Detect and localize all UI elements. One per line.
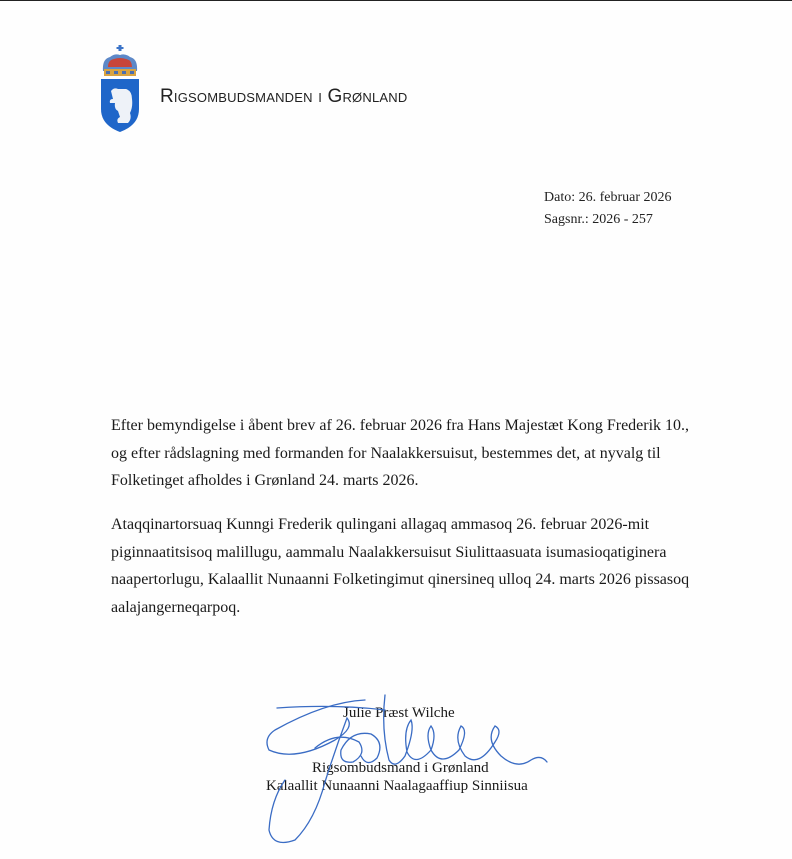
signatory-name: Julie Præst Wilche [343,705,455,721]
paragraph-danish [111,412,711,495]
text-line: Efter bemyndigelse i åbent brev af 26. februar 2026 fra Hans Majestæt Kong Frederik 10., [111,417,690,434]
top-border [0,0,792,1]
date-line: Dato: 26. februar 2026 [544,190,672,205]
text-line: Folketinget afholdes i Grønland 24. marts 2026. [111,472,419,489]
paragraph-greenlandic [111,511,711,621]
text-line: piginnaatitsisoq malillugu, aammalu Naalakkersuisut Siulittaasuata isumasioqatiginera [111,543,667,561]
crown-icon [103,45,137,76]
case-number-line: Sagsnr.: 2026 - 257 [544,212,653,227]
text-line: Ataqqinartorsuaq Kunngi Frederik qulingani allagaq ammasoq 26. februar 2026-mit [111,516,650,533]
signatory-title-greenlandic: Kalaallit Nunaanni Naalagaaffiup Sinniisua [266,778,528,794]
text-line: naapertorlugu, Kalaallit Nunaanni Folketingimut qinersineq ulloq 24. marts 2026 pissasoq [111,571,690,588]
text-line: og efter rådslagning med formanden for Naalakkersuisut, bestemmes det, at nyvalg til [111,444,661,462]
letter-meta [544,187,672,231]
agency-name: Rigsombudsmanden i Grønland [160,86,408,107]
greenland-coat-of-arms-icon [100,45,140,133]
text-line: aalajangerneqarpoq. [111,598,241,616]
signatory-title-danish: Rigsombudsmand i Grønland [312,760,489,776]
